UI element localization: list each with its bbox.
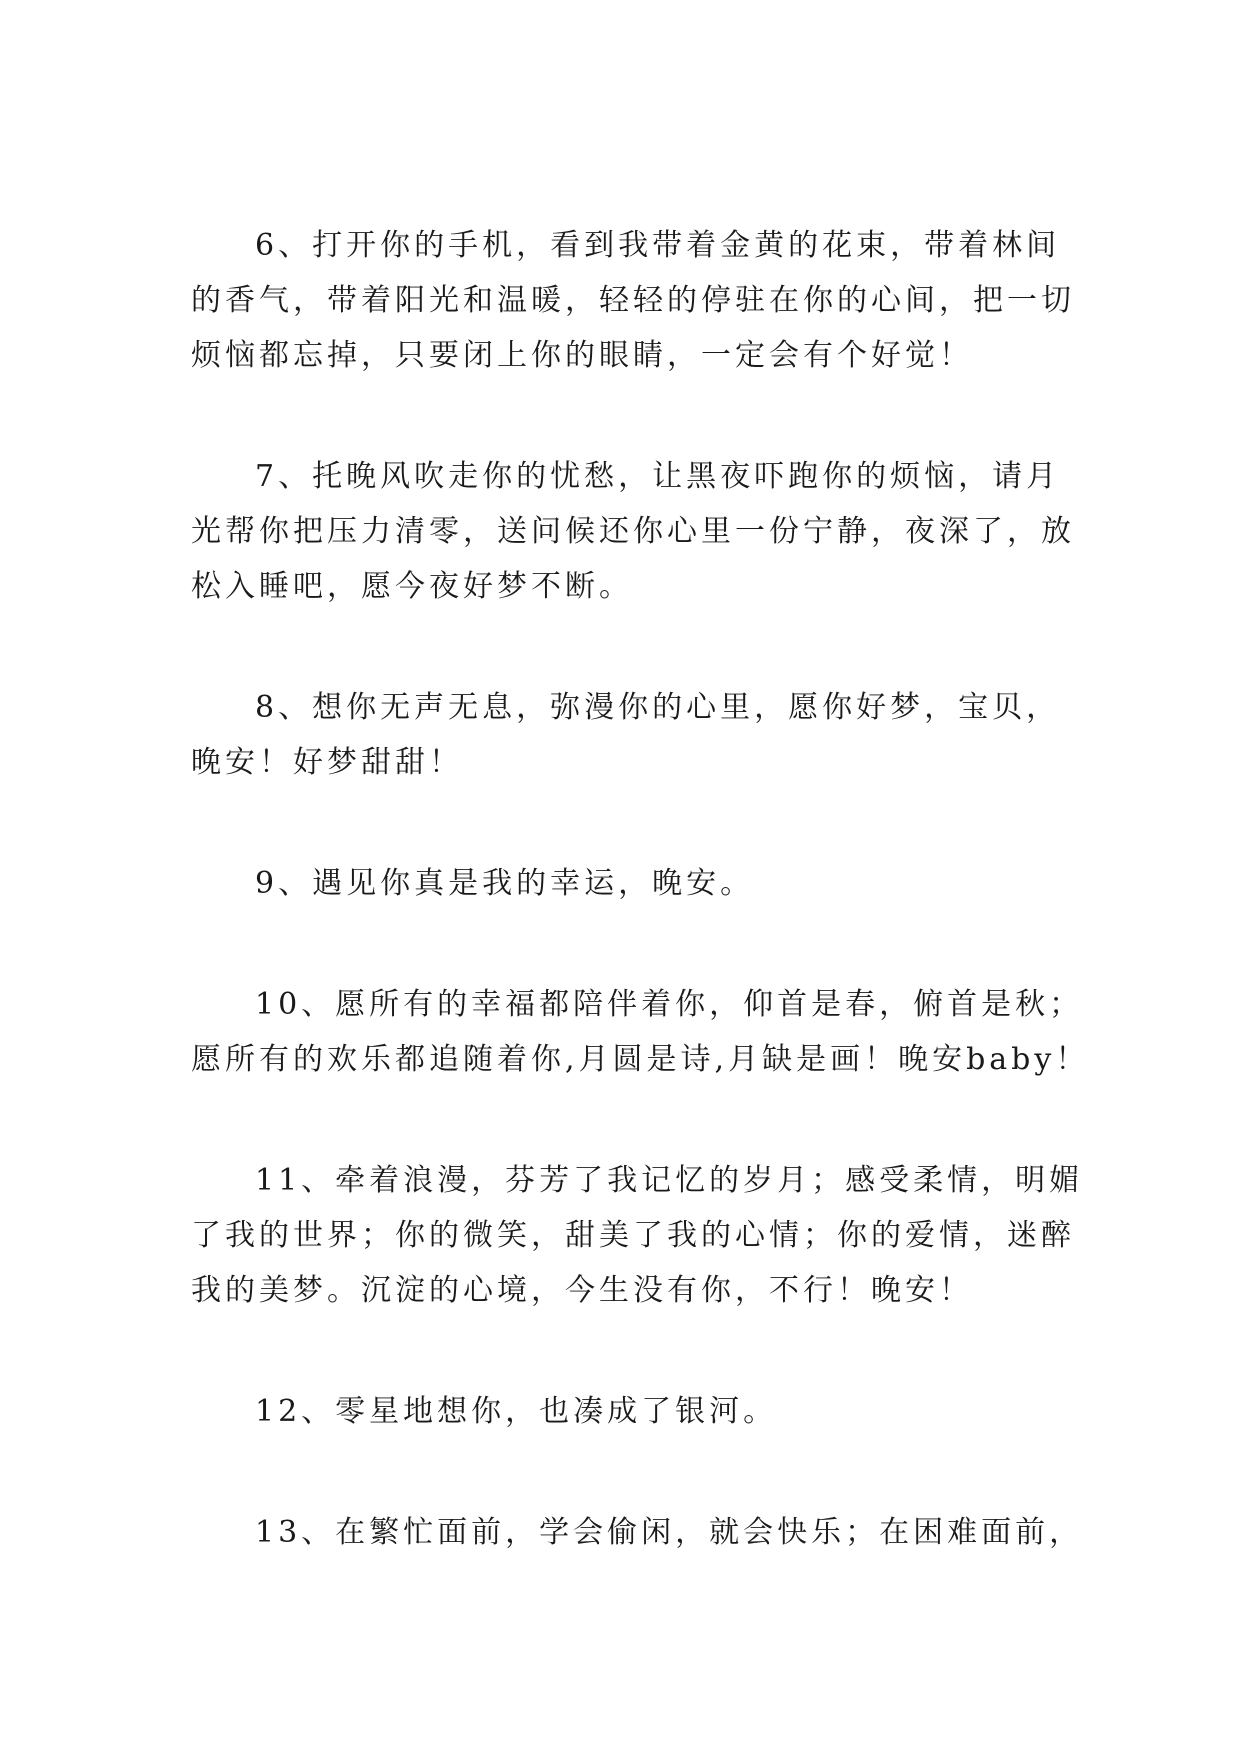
paragraph-9 [191,856,1061,911]
paragraph-line: 我的美梦。沉淀的心境，今生没有你，不行！晚安！ [191,1273,973,1308]
paragraph-6 [191,218,1075,383]
paragraph-10 [191,977,1090,1087]
paragraph-line: 13、在繁忙面前，学会偷闲，就会快乐；在困难面前， [255,1515,1084,1550]
paragraph-8 [191,680,1061,790]
paragraph-line: 12、零星地想你，也凑成了银河。 [255,1394,778,1429]
paragraph-line: 6、打开你的手机，看到我带着金黄的花束，带着林间 [255,228,1061,263]
paragraph-line: 的香气，带着阳光和温暖，轻轻的停驻在你的心间，把一切 [191,283,1075,318]
paragraph-line: 愿所有的欢乐都追随着你,月圆是诗,月缺是画！晚安baby！ [191,1042,1090,1077]
paragraph-line: 7、托晚风吹走你的忧愁，让黑夜吓跑你的烦恼，请月 [255,459,1061,494]
paragraph-7 [191,449,1075,614]
paragraph-line: 烦恼都忘掉，只要闭上你的眼睛，一定会有个好觉！ [191,338,973,373]
paragraph-line: 晚安！好梦甜甜！ [191,745,463,780]
paragraph-13 [191,1505,1084,1560]
paragraph-line: 8、想你无声无息，弥漫你的心里，愿你好梦，宝贝， [255,690,1061,725]
paragraph-12 [191,1384,1061,1439]
paragraph-line: 11、牵着浪漫，芬芳了我记忆的岁月；感受柔情，明媚 [255,1163,1084,1198]
paragraph-line: 了我的世界；你的微笑，甜美了我的心情；你的爱情，迷醉 [191,1218,1075,1253]
document-body [191,218,1090,1626]
paragraph-line: 10、愿所有的幸福都陪伴着你，仰首是春，俯首是秋； [255,987,1084,1022]
paragraph-11 [191,1153,1084,1318]
paragraph-line: 松入睡吧，愿今夜好梦不断。 [191,569,633,604]
paragraph-line: 光帮你把压力清零，送问候还你心里一份宁静，夜深了，放 [191,514,1075,549]
paragraph-line: 9、遇见你真是我的幸运，晚安。 [255,866,755,901]
